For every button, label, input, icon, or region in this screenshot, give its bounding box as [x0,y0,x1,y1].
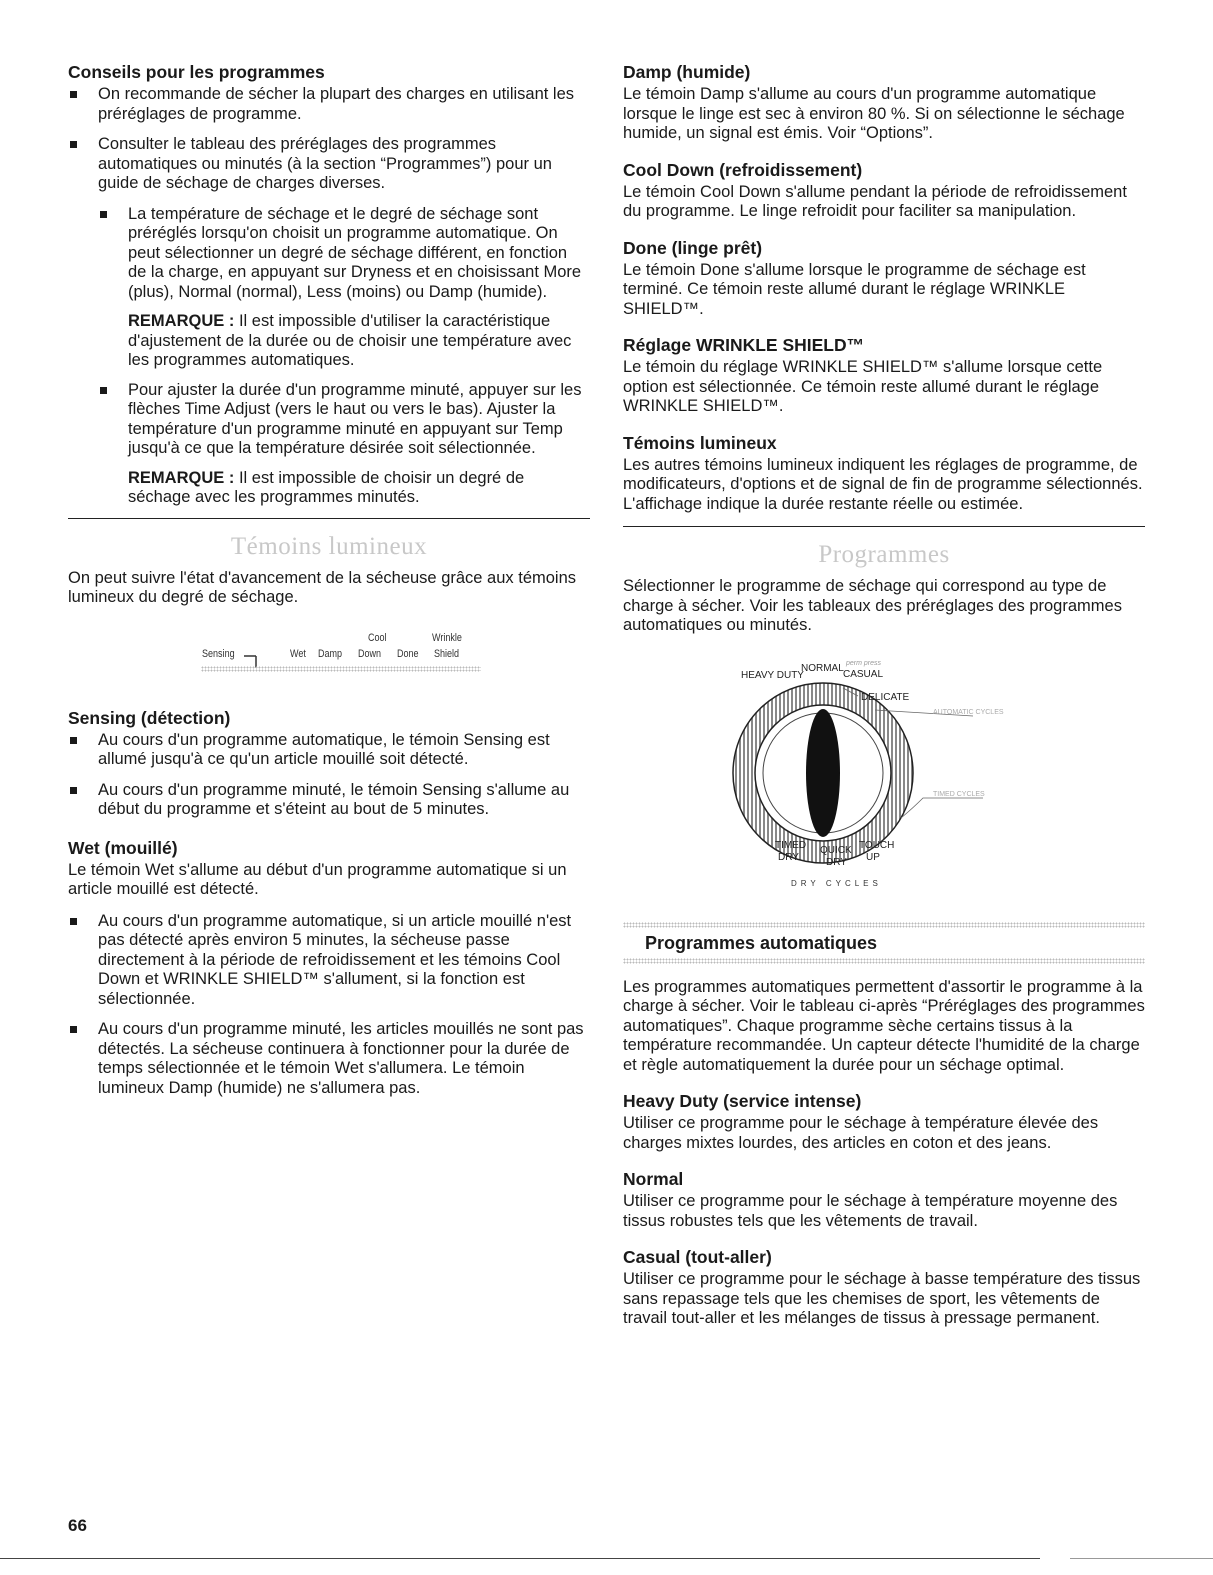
page-number: 66 [68,1516,87,1535]
note-text: Il est impossible de choisir un degré de séchage avec les programmes minutés. [128,468,525,506]
temoins-heading: Témoins lumineux [623,432,777,453]
dial-label-timed: TIMED [775,839,807,851]
note-2 [68,469,590,508]
list-item: Pour ajuster la durée d'un programme minuté, appuyer sur les flèches Time Adjust (vers le haut ou vers le bas). Ajuster la température d'un programme minuté en appuyant sur Temp jusqu'à ce que la température désirée soit sélectionnée. [98,381,590,459]
note-text: Il est impossible d'utiliser la caractéristique d'ajustement de la durée ou de choisir une température avec les programmes automatiques. [128,312,572,369]
list-item: Au cours d'un programme minuté, les articles mouillés ne sont pas détectés. La sécheuse continuera à fonctionner pour la durée de temps sélectionnée et le témoin Wet s'allumera. Le témoin lumineux Damp (humide) ne s'allumera pas. [68,1020,590,1098]
wet-body: Le témoin Wet s'allume au début d'un programme automatique si un article mouillé est détecté. [68,860,567,898]
footer-rule-right [1070,1558,1213,1559]
temoins-body: Les autres témoins lumineux indiquent les réglages de programme, de modificateurs, d'options et de signal de fin de programme sélectionnés. L'affichage indique la durée restante réelle ou estimée. [623,455,1143,513]
auto-programmes-block [623,922,1145,964]
auto-programmes-heading: Programmes automatiques [645,932,878,953]
damp-heading: Damp (humide) [623,62,751,82]
done-body: Le témoin Done s'allume lorsque le programme de séchage est terminé. Ce témoin reste allumé durant le réglage WRINKLE SHIELD™. [623,260,1086,318]
wet-heading: Wet (mouillé) [68,837,178,858]
section-divider [623,526,1145,527]
light-label-wet: Wet [290,647,306,660]
dial-label-perm-press: perm press [846,659,882,667]
dial-label-timed-cycles: TIMED CYCLES [933,790,985,798]
timed-cycles-leader [901,798,983,818]
dial-knob [806,709,840,837]
light-label-done: Done [397,647,419,660]
dial-graphic [623,648,1145,898]
list-item: On recommande de sécher la plupart des charges en utilisant les préréglages de programme. [68,85,590,124]
wrinkle-heading: Réglage WRINKLE SHIELD™ [623,335,865,355]
heavy-duty-heading: Heavy Duty (service intense) [623,1091,862,1111]
note-1 [68,312,590,371]
wet-list [68,912,590,1099]
dial-label-touch-up: UP [866,851,880,863]
dial-label-casual: CASUAL [843,668,884,680]
dotted-rule [623,958,1145,964]
damp-body: Le témoin Damp s'allume au cours d'un programme automatique lorsque le linge est sec à environ 80 %. Si on sélectionne le séchage humide, un signal est émis. Voir “Options”. [623,85,1125,142]
sensing-heading: Sensing (détection) [68,707,231,728]
light-label-wrinkle: Wrinkle [432,631,462,644]
casual-body: Utiliser ce programme pour le séchage à basse température des tissus sans repassage tels que les chemises de sport, les vêtements de travail tout-aller et les mélanges de tissus à pressage permanent. [623,1270,1141,1327]
dotted-rule [623,922,1145,928]
normal-body: Utiliser ce programme pour le séchage à température moyenne des tissus robustes tels que les vêtements de travail. [623,1192,1118,1230]
dial-label-automatic-cycles: AUTOMATIC CYCLES [933,708,1004,716]
normal-heading: Normal [623,1169,684,1189]
temoins-intro: On peut suivre l'état d'avancement de la sécheuse grâce aux témoins lumineux du degré de séchage. [68,568,577,606]
heavy-duty-body: Utiliser ce programme pour le séchage à température élevée des charges mixtes lourdes, des articles en coton et des jeans. [623,1114,1099,1152]
list-item: Consulter le tableau des préréglages des programmes automatiques ou minutés (à la section “Programmes”) pour un guide de séchage de charges diverses. [68,135,590,194]
conseils-heading: Conseils pour les programmes [68,62,325,82]
light-label-sensing: Sensing [202,647,235,660]
conseils-sublist-2 [68,381,590,459]
left-column [68,62,590,1109]
cooldown-heading: Cool Down (refroidissement) [623,159,863,180]
casual-heading: Casual (tout-aller) [623,1247,772,1267]
conseils-sublist [68,205,590,303]
light-label-down: Down [358,647,382,660]
note-label: REMARQUE : [128,312,235,330]
wrinkle-body: Le témoin du réglage WRINKLE SHIELD™ s'allume lorsque cette option est sélectionnée. Ce témoin reste allumé durant le réglage WRINKLE SHIELD™. [623,358,1103,415]
conseils-list [68,85,590,194]
dial-label-timed-dry: DRY [778,851,799,863]
dial-label-dry-cycles: DRY CYCLES [791,878,882,888]
right-column [623,62,1145,1329]
dial-label-normal: NORMAL [801,662,844,674]
temoins-section-title: Témoins lumineux [230,532,428,560]
done-heading: Done (linge prêt) [623,237,763,258]
cycle-dial [623,648,1145,898]
light-label-cool: Cool [368,631,387,644]
dial-label-delicate: DELICATE [861,691,910,703]
dial-label-quick-dry: DRY [826,856,847,868]
light-label-shield: Shield [434,647,460,660]
lights-strip [201,666,481,672]
list-item: Au cours d'un programme automatique, le témoin Sensing est allumé jusqu'à ce qu'un article mouillé soit détecté. [68,731,590,770]
light-label-damp: Damp [318,647,343,660]
list-item: Au cours d'un programme minuté, le témoin Sensing s'allume au début du programme et s'éteint au bout de 5 minutes. [68,781,590,820]
list-item: La température de séchage et le degré de séchage sont préréglés lorsqu'on choisit un programme automatique. On peut sélectionner un degré de séchage différent, en fonction de la charge, en appuyant sur Dryness et en choisissant More (plus), Normal (normal), Less (moins) ou Damp (humide). [98,205,590,303]
programmes-section-title: Programmes [818,541,950,568]
list-item: Au cours d'un programme automatique, si un article mouillé n'est pas détecté après environ 5 minutes, la sécheuse passe directement à la période de refroidissement et les témoins Cool Down et WRINKLE SHIELD™ s'allument, si la fonction est sélectionnée. [68,912,590,1010]
section-divider [68,518,590,519]
dial-label-touch: TOUCH [859,839,895,851]
dial-label-heavy-duty: HEAVY DUTY [741,669,804,681]
indicator-lights-panel [68,632,590,692]
sensing-list [68,731,590,820]
dial-label-quick: QUICK [820,844,852,856]
footer-rule [0,1558,1040,1559]
auto-body: Les programmes automatiques permettent d'assortir le programme à la charge à sécher. Voir le tableau ci-après “Préréglages des programmes automatiques”. Chaque programme sèche certains tissus à la température recommandée. Un capteur détecte l'humidité de la charge et règle automatiquement la durée pour un séchage optimal. [623,977,1145,1074]
programmes-intro: Sélectionner le programme de séchage qui correspond au type de charge à sécher. Voir les tableaux des préréglages des programmes automatiques ou minutés. [623,577,1122,634]
cooldown-body: Le témoin Cool Down s'allume pendant la période de refroidissement du programme. Le linge refroidit pour faciliter sa manipulation. [623,182,1127,220]
note-label: REMARQUE : [128,468,235,487]
